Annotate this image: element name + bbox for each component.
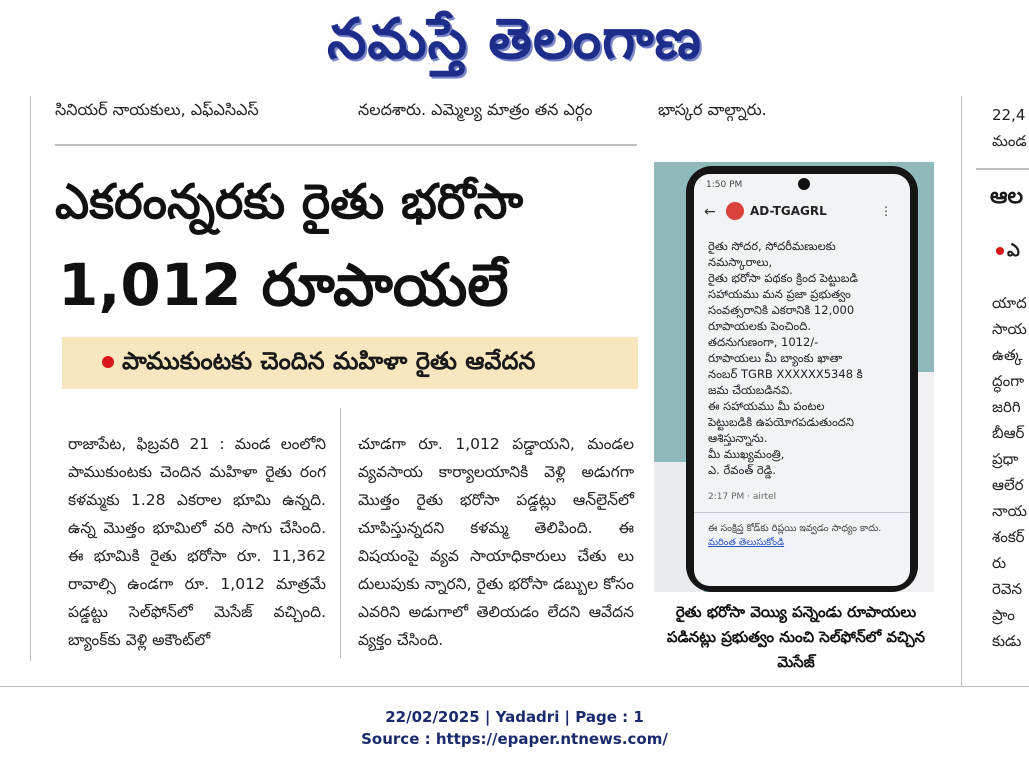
article-column-1 — [68, 430, 326, 654]
right-column-heading: ఆల — [990, 184, 1024, 209]
top-strip-col2: నలదశారు. ఎమ్మెల్య మాత్రం తన ఎర్గం — [358, 100, 593, 119]
article-text-col1: రాజాపేట, ఫిబ్రవరి 21 : మండ లంలోని పాముకుంటకు చెందిన మహిళా రైతు రంగ కళమ్మకు 1.28 ఎకరాల భూమి ఉన్నది. ఉన్న మొత్తం భూమిలో వరి సాగు చేసింది. ఈ భూమికి రైతు భరోసా రూ. 11,362 రావాల్సి ఉండగా రూ. 1,012 మాత్రమే పడ్డట్టు సెల్‌ఫోన్‌లో మెసేజ్ వచ్చింది. బ్యాంక్‌కు వెళ్లి అకౌంట్‌లో — [68, 435, 326, 649]
footer-source-link[interactable]: Source : https://epaper.ntnews.com/ — [361, 730, 668, 748]
phone-photo — [654, 162, 934, 592]
phone-screen — [694, 174, 910, 586]
article-column-divider — [340, 408, 341, 658]
sms-body — [708, 238, 903, 478]
right-column-rule — [961, 96, 962, 686]
sms-line: రూపాయలు మీ బ్యాంకు ఖాతా — [708, 351, 843, 365]
footer — [0, 706, 1029, 750]
sms-notice-text: ఈ సంక్షిప్త కోడ్‌కు రిప్లయి ఇవ్వడం సాధ్యం కాదు. — [708, 523, 882, 534]
sms-line: మీ ముఖ్యమంత్రి, — [708, 447, 785, 461]
subheadline: పాముకుంటకు చెందిన మహిళా రైతు ఆవేదన — [122, 347, 536, 375]
sms-line: పెట్టుబడికి ఉపయోగపడుతుందని — [708, 415, 854, 429]
article-column-2 — [358, 430, 634, 654]
sms-time: 2:17 PM · airtel — [708, 492, 777, 502]
right-top-line2: మండ — [992, 132, 1027, 150]
sender-name: AD-TGAGRL — [750, 204, 827, 218]
right-line: కుడు — [992, 632, 1022, 650]
sms-line: ఈ సహాయము మీ పంటల — [708, 399, 825, 413]
more-icon: ⋮ — [880, 204, 892, 218]
right-line: జరిగి — [992, 398, 1021, 416]
sms-line: నమస్కారాలు, — [708, 255, 773, 269]
sender-avatar-icon — [726, 202, 744, 220]
sms-line: రైతు భరోసా పథకం క్రింద పెట్టుబడి — [708, 271, 858, 285]
headline-line2: 1,012 రూపాయలే — [58, 251, 509, 319]
sms-line: సహాయము మన ప్రజా ప్రభుత్వం — [708, 287, 851, 301]
top-strip-rule — [55, 144, 637, 146]
caption-line2: పడినట్లు ప్రభుత్వం నుంచి సెల్‌ఫోన్‌లో వచ్చిన మెసేజ్ — [666, 628, 926, 671]
headline-line1: ఎకరంన్నరకు రైతు భరోసా — [55, 174, 524, 230]
subheadline-band — [62, 337, 638, 389]
right-line: నాయ — [992, 502, 1027, 520]
right-line: ఆలేర — [992, 476, 1024, 494]
right-bullet-text: ఎ — [1007, 240, 1020, 261]
right-column-top — [992, 102, 1029, 154]
right-line: రెవెన — [992, 580, 1023, 598]
right-line: బీఆర్ — [992, 424, 1025, 442]
camera-icon — [798, 178, 810, 190]
photo-caption — [646, 600, 946, 675]
right-line: రు — [992, 554, 1007, 572]
learn-more-link[interactable]: మరింత తెలుసుకోండి — [708, 537, 785, 548]
right-bullet-dot-icon — [996, 247, 1004, 255]
footer-edition: 22/02/2025 | Yadadri | Page : 1 — [385, 708, 644, 726]
right-line: యాద — [992, 294, 1027, 312]
sms-line: జమ చేయబడినవి. — [708, 383, 793, 397]
masthead-title: నమస్తే తెలంగాణ — [327, 7, 702, 72]
right-column-section-rule — [976, 168, 1029, 170]
right-top-line1: 22,4 — [992, 106, 1026, 124]
right-line: ఉత్క — [992, 346, 1023, 364]
phone-device — [686, 166, 918, 592]
top-strip-col3: భాస్కర వాల్గ్నారు. — [658, 100, 767, 119]
right-column-bullet — [996, 240, 1029, 265]
sms-line: సంవత్సరానికి ఎకరానికి 12,000 — [708, 303, 855, 317]
bullet-dot-icon — [102, 356, 114, 368]
right-line: ప్రధా — [992, 450, 1019, 468]
right-line: సాయ — [992, 320, 1027, 338]
sms-line: ఆశిస్తున్నాను. — [708, 431, 768, 445]
caption-line1: రైతు భరోసా వెయ్యి పన్నెండు రూపాయలు — [675, 603, 917, 621]
sms-line: తదనుగుణంగా, 1012/- — [708, 335, 819, 349]
masthead — [0, 0, 1029, 86]
back-arrow-icon: ← — [704, 204, 716, 220]
right-line: ద్ధంగా — [992, 372, 1025, 390]
sms-line: రైతు సోదర, సోదరీమణులకు — [708, 239, 836, 253]
article-text-col2: చూడగా రూ. 1,012 పడ్డాయని, మండల వ్యవసాయ కార్యాలయానికి వెళ్లి అడుగగా మొత్తం రైతు భరోసా పడ్డట్లు ఆన్‌లైన్‌లో చూపిస్తున్నదని కళమ్మ తెలిపింది. ఈ విషయంపై వ్యవ సాయాధికారులు చేతు లు దులుపుకు న్నారని, రైతు భరోసా డబ్బుల కోసం ఎవరిని అడుగాలో తెలియడం లేదని ఆవేదన వ్యక్తం చేసింది. — [358, 435, 634, 649]
page-bottom-rule — [0, 686, 1029, 687]
sms-line: ఎ. రేవంత్ రెడ్డి. — [708, 463, 776, 477]
sms-line: నంబర్ TGRB XXXXXX5348 కి — [708, 367, 863, 381]
sms-notice — [708, 522, 898, 550]
left-column-rule — [30, 96, 31, 661]
sms-line: రూపాయలకు పెంచింది. — [708, 319, 812, 333]
sms-divider — [694, 512, 910, 513]
top-strip-col1: సినియర్ నాయకులు, ఎఫ్ఎసిఎస్ — [55, 100, 259, 119]
right-column-body — [992, 290, 1029, 654]
right-line: ప్రాం — [992, 606, 1015, 624]
status-time: 1:50 PM — [706, 180, 743, 190]
right-line: శంకర్ — [992, 528, 1025, 546]
